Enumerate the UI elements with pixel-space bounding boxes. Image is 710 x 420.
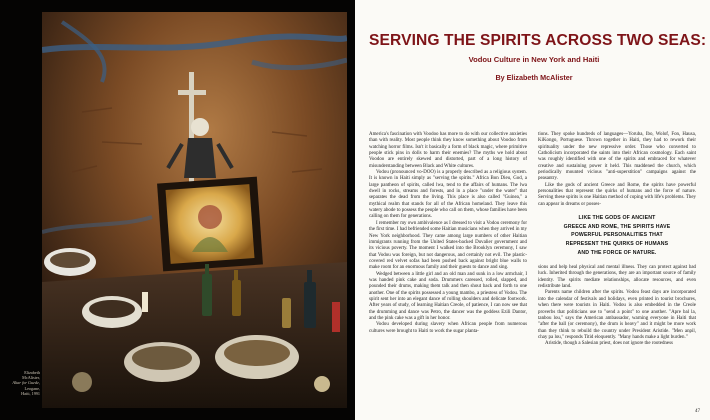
paragraph: Like the gods of ancient Greece and Rome, the spirits have powerful personalities that represent the quirks of humans and the force of nature. Serving these spirits is one Haitian method of coping with life's problems. They can appear in dreams or posses-	[538, 182, 696, 207]
article-headline: SERVING THE SPIRITS ACROSS TWO SEAS:	[369, 32, 707, 49]
caption-artwork-title: Altar for Guede,	[12, 380, 40, 386]
paragraph: tions. They spoke hundreds of languages—Yoruba, Ibo, Wolof, Fon, Hausa, KiKongo, Portuguese. Thrown together in Haiti, they had to rework their spirituality under the new repressive order. Those who converted to Catholicism incorporated the saints into their African cosmology. Each saint was roughly identified with one of the spirits and embraced for whatever creative and sustaining power it held. This maddened the church, which periodically mounted vicious "anti-superstition" campaigns against the peasantry.	[538, 132, 696, 182]
paragraph: Vodou (pronounced vo-DOO) is a properly described as a religious system. It is known in Haiti simply as "serving the spirits." Africa Bon Dieu, God, a large pantheon of spirits, called lwa, tend to the affairs of humans. The lwa dwell in rocks, streams and forests, and in a place "under the water" that separates the dead from the living. This place is also called "Guinea," a mythical realm that stands for all of the African homeland. They leave this watery abode to possess the people who call on them, whose families have been calling on them for generations.	[369, 170, 527, 220]
altar-photo-illustration	[42, 12, 347, 408]
pull-quote-line: GREECE AND ROME, THE SPIRITS HAVE	[563, 223, 671, 230]
photo-caption	[2, 370, 40, 396]
article-byline: By Elizabeth McAlister	[495, 73, 573, 82]
article-column-2	[538, 132, 696, 348]
pull-quote-line: POWERFUL PERSONALITIES THAT	[571, 232, 663, 239]
paragraph: Wedged between a little girl and an old man and sunk in a low armchair, I was handed pink cake and soda. Drummers caressed, rolled, slapped, and pounded their drums, making them talk and then shout back and forth to one another. One of the spirits possessed a young mambo, a priestess of Vodou. The spirit sent her into an elegant dance of rolling shoulders and delicate footwork. After years of study, of learning Haitian Creole, of patience, I can now see that the drumming and dance was Petro, the dancer was the goddess Ezili Dantor, and the pink cake was a gift in her honor.	[369, 271, 527, 321]
article-column-1	[369, 132, 527, 335]
article-subtitle: Vodou Culture in New York and Haiti	[468, 55, 600, 64]
caption-place: Leogane,	[24, 385, 40, 391]
pull-quote-line: REPRESENT THE QUIRKS OF HUMANS	[565, 240, 669, 247]
page-number: 47	[695, 409, 700, 414]
paragraph: Vodou developed during slavery when African people from numerous cultures were brought to Haiti to work the sugar planta-	[369, 322, 527, 334]
paragraph: Parents name children after the spirits. Vodou feast days are incorporated into the calendar of festivals and holidays, even printed in tourist brochures, when there were tourists in Haiti. Vodou is also embedded in the Creole proverbs that politicians use to "send a point" to one another. "Apre bal la, tanbou lou," says the American ambassador, warning everyone in Haiti that "after the ball (or ceremony), the drum is heavy" and it might be more work than they think to rebuild the country under President Aristide. "Men anpil, chay pa lou," responds Titid eloquently. "Many hands make a light burden."	[538, 290, 696, 340]
caption-line: Elizabeth	[24, 370, 40, 375]
caption-year: Haiti, 1991	[21, 390, 40, 396]
pull-quote	[540, 214, 694, 257]
altar-photograph	[42, 12, 347, 408]
paragraph: sions and help heal physical and mental illness. They can protect against bad luck. Inherited through the generations, they are an important source of family identity. The spirits mediate relationships, allocate resources, and even redistribute land.	[538, 265, 696, 290]
paragraph: Aristide, though a Salesian priest, does not ignore the rootedness	[545, 341, 673, 347]
pull-quote-line: AND THE FORCE OF NATURE.	[577, 249, 657, 256]
paragraph: America's fascination with Voodoo has more to do with our collective anxieties than with reality. Most people think they know something about Voodoo from watching horror films. Isn't it basically a form of black magic, where primitive people stick pins in dolls to harm their enemies? The myths we hold about Voodoo are entirely skewed and distorted, part of a long history of misunderstanding between Black and White cultures.	[369, 132, 527, 169]
paragraph: I remember my own ambivalence as I dressed to visit a Vodou ceremony for the first time. I had befriended some Haitian musicians when they arrived in my New York neighborhood. They came among large numbers of other Haitian immigrants running from the United States-backed Duvalier government and its vicious poverty. The moment I walked into the Brooklyn ceremony, I saw that Vodou was foreign, but not dangerous, and certainly not evil. The plastic-covered red velvet sofas had been pushed back against bright blue walls to make room for an enormous family and their guests to dance and sing.	[369, 220, 527, 271]
right-page	[355, 0, 710, 420]
pull-quote-line: LIKE THE GODS OF ANCIENT	[578, 215, 656, 222]
caption-line: McAlister,	[22, 375, 40, 381]
